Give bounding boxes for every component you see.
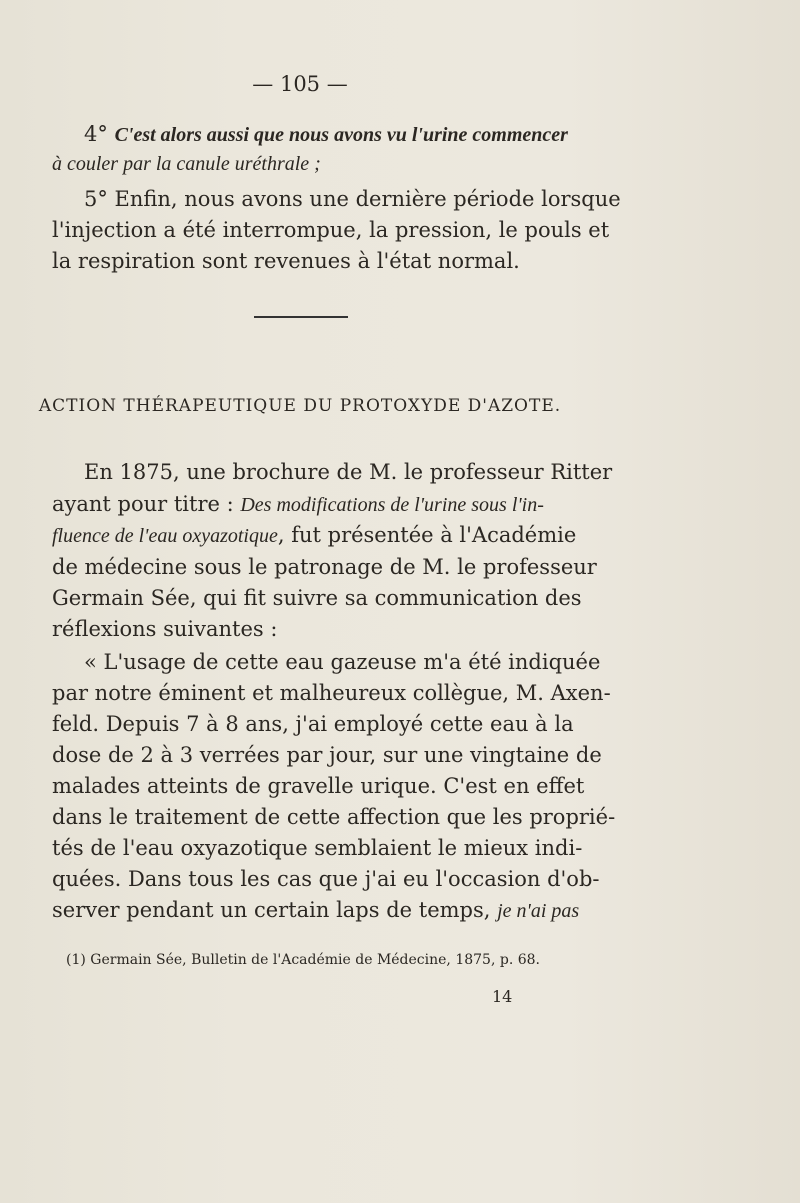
- section-title: ACTION THÉRAPEUTIQUE DU PROTOXYDE D'AZOTE.: [38, 396, 562, 416]
- quote-line-2: par notre éminent et malheureux collègue, M. Axen-: [52, 681, 611, 705]
- brochure-title-part-1: Des modifications de l'urine sous l'in-: [240, 494, 544, 516]
- quote-line-6: dans le traitement de cette affection que les proprié-: [52, 805, 616, 829]
- footnote: (1) Germain Sée, Bulletin de l'Académie de Médecine, 1875, p. 68.: [66, 952, 540, 968]
- paragraph-line-3-end: , fut présentée à l'Académie: [277, 523, 577, 547]
- quote-line-4: dose de 2 à 3 verrées par jour, sur une vingtaine de: [52, 743, 602, 767]
- item-4-line-2: à couler par la canule uréthrale ;: [52, 153, 321, 175]
- quote-line-9-start: server pendant un certain laps de temps,: [52, 898, 498, 922]
- section-divider: [254, 316, 348, 318]
- item-5-line-1: 5° Enfin, nous avons une dernière période lorsque: [84, 187, 621, 211]
- item-5-line-2: l'injection a été interrompue, la pression, le pouls et: [52, 218, 610, 242]
- paragraph-line-3: [52, 523, 576, 548]
- paragraph-line-6: réflexions suivantes :: [52, 617, 278, 641]
- quote-line-9-italic: je n'ai pas: [497, 900, 580, 922]
- paragraph-line-2-start: ayant pour titre :: [52, 492, 241, 516]
- quote-line-5: malades atteints de gravelle urique. C'est en effet: [52, 774, 585, 798]
- brochure-title-part-2: fluence de l'eau oxyazotique: [52, 525, 278, 547]
- paragraph-line-4: de médecine sous le patronage de M. le professeur: [52, 555, 597, 579]
- paragraph-line-1: En 1875, une brochure de M. le professeur Ritter: [84, 460, 613, 484]
- paragraph-line-5: Germain Sée, qui fit suivre sa communication des: [52, 586, 582, 610]
- quote-line-1: « L'usage de cette eau gazeuse m'a été indiquée: [84, 650, 601, 674]
- item-5-line-3: la respiration sont revenues à l'état normal.: [52, 249, 520, 273]
- paragraph-line-2: [52, 492, 544, 517]
- signature-mark: 14: [492, 987, 513, 1006]
- page-number: — 105 —: [252, 72, 348, 96]
- item-4-line-1: [84, 122, 568, 147]
- quote-line-8: quées. Dans tous les cas que j'ai eu l'occasion d'ob-: [52, 867, 600, 891]
- quote-line-3: feld. Depuis 7 à 8 ans, j'ai employé cette eau à la: [52, 712, 574, 736]
- item-4-text: C'est alors aussi que nous avons vu l'urine commencer: [114, 124, 568, 146]
- item-4-number: 4°: [84, 122, 108, 146]
- quote-line-7: tés de l'eau oxyazotique semblaient le mieux indi-: [52, 836, 583, 860]
- quote-line-9: [52, 898, 579, 923]
